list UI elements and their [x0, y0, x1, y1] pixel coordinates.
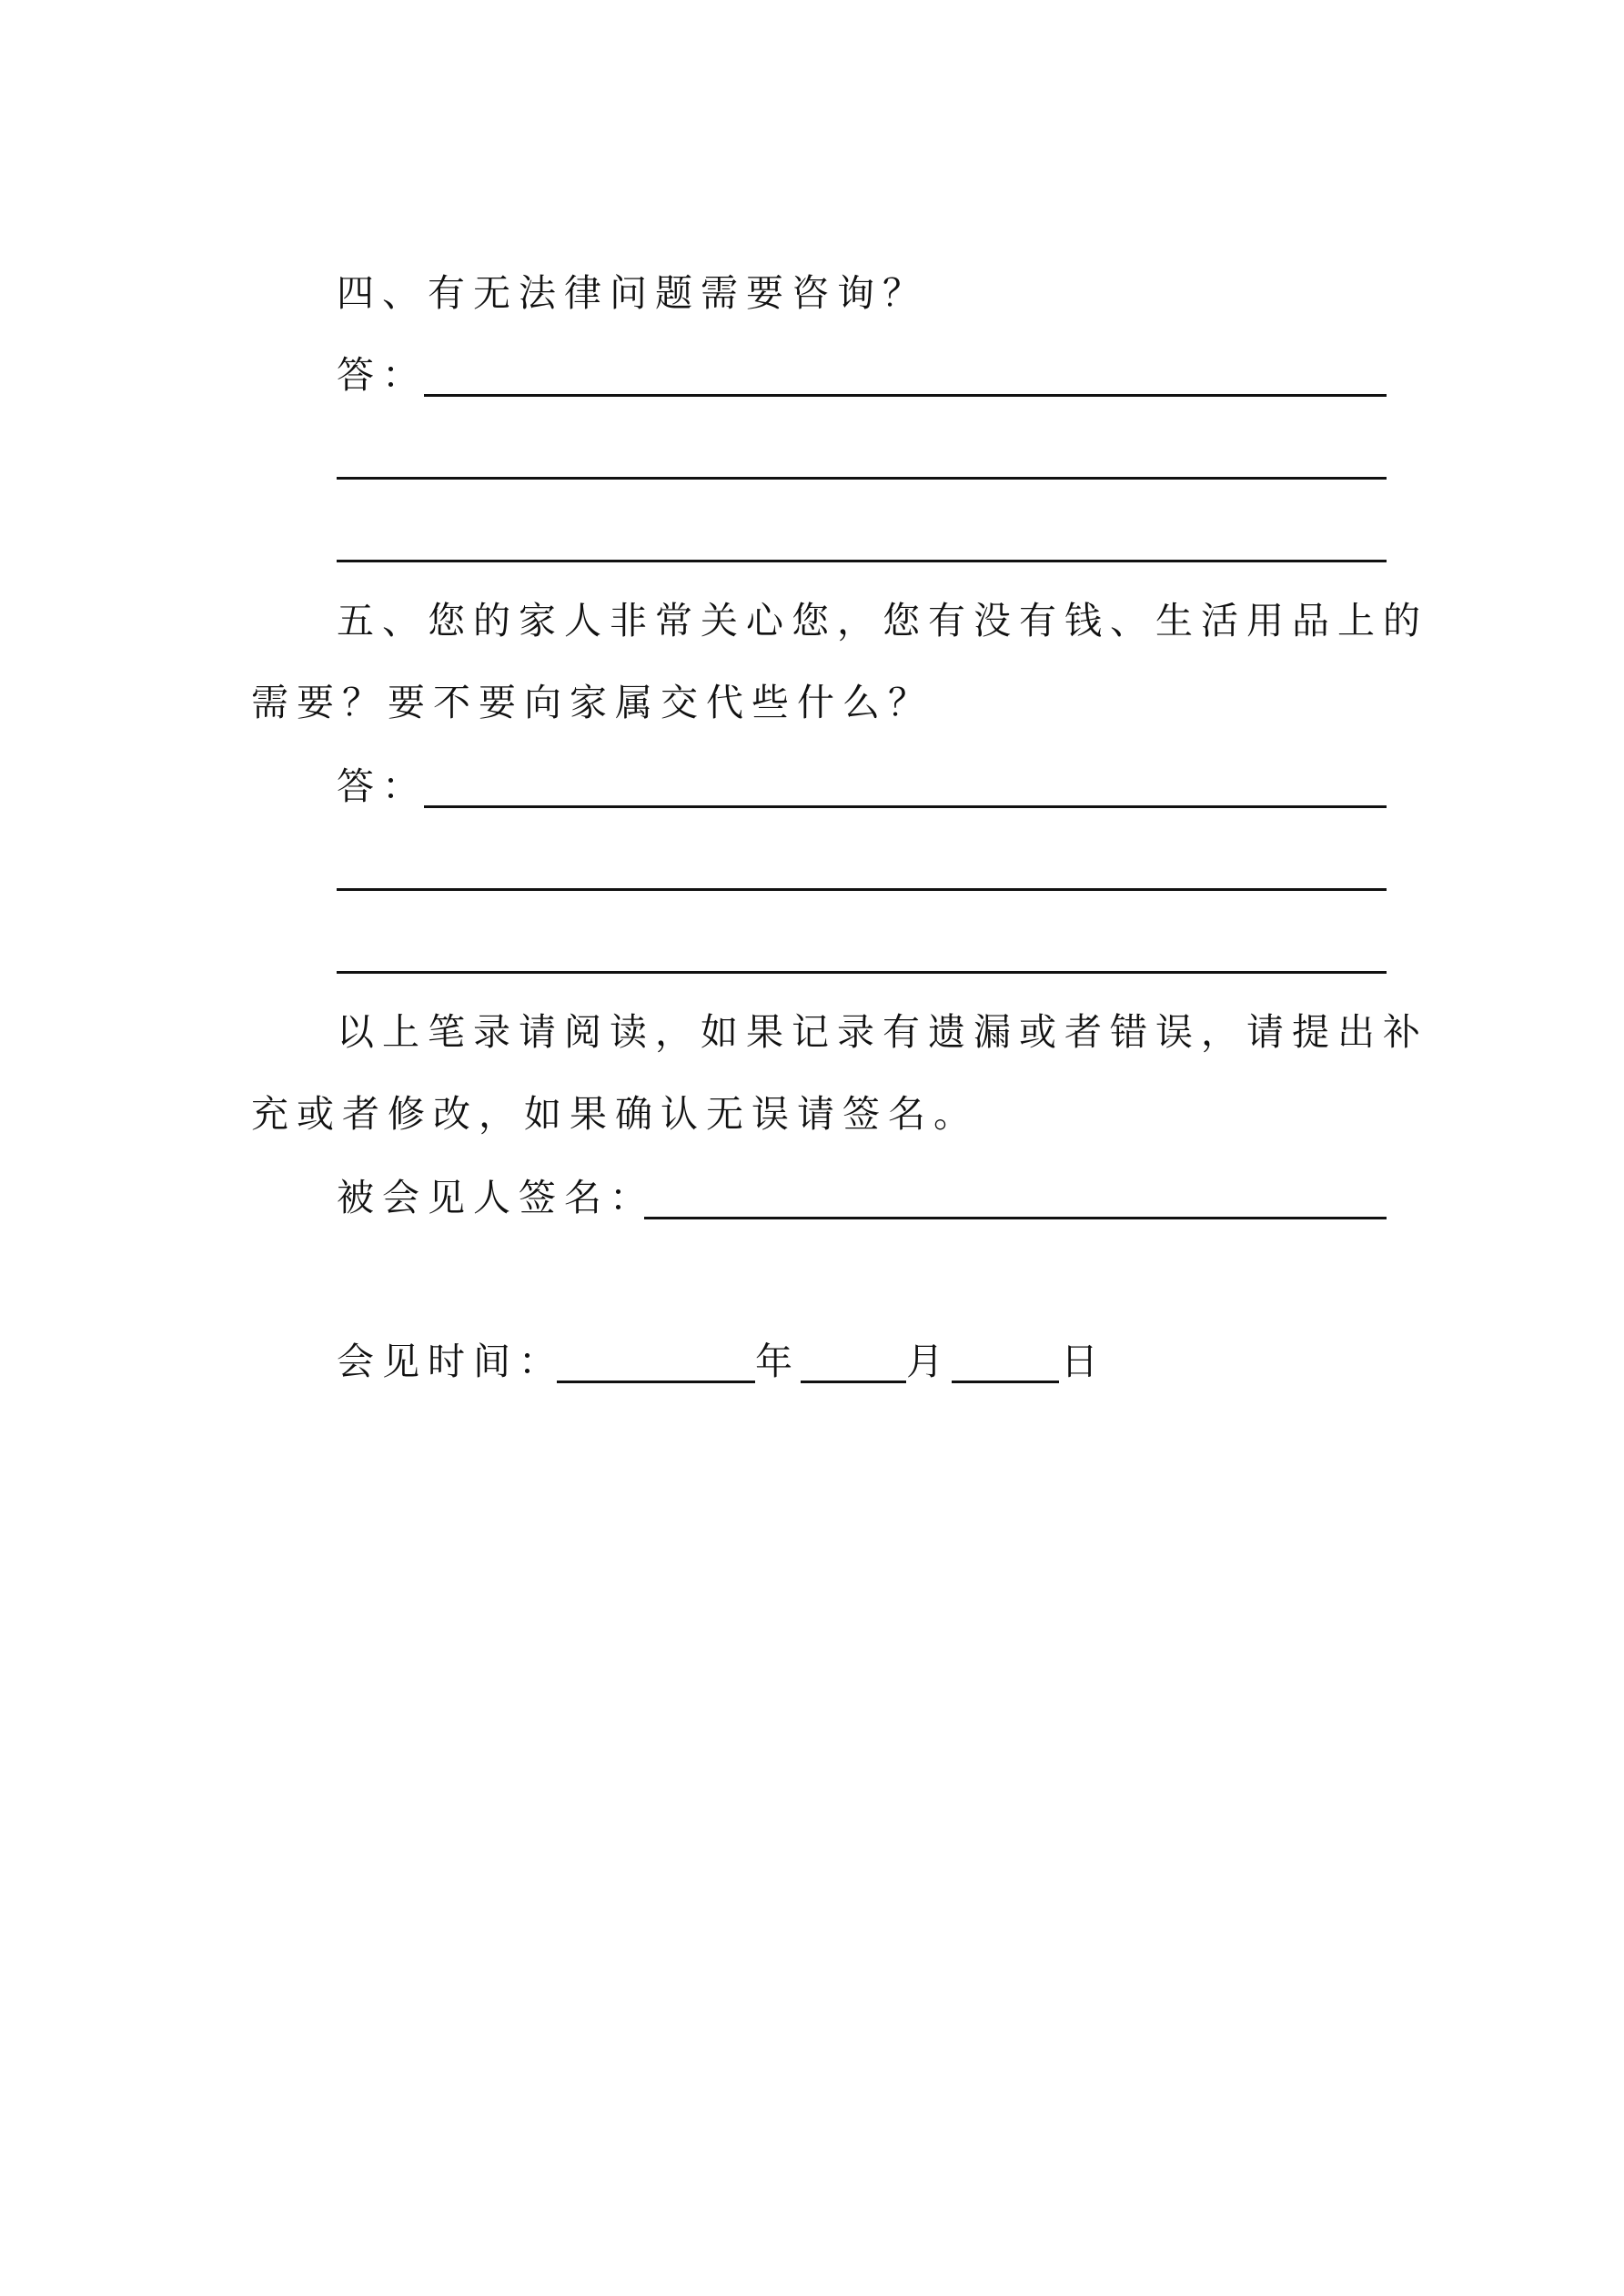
question-5-line-2: 需要？要不要向家属交代些什么？: [251, 681, 933, 724]
question-4: 四、有无法律问题需要咨询？: [337, 271, 928, 315]
meeting-year-label: 年: [755, 1340, 801, 1383]
answer-5-line-1[interactable]: [424, 805, 1387, 808]
closing-line-1: 以上笔录请阅读，如果记录有遗漏或者错误，请提出补: [337, 1010, 1428, 1054]
meeting-month-label: 月: [906, 1340, 952, 1383]
signature-label: 被会见人签名：: [337, 1176, 655, 1219]
answer-5-line-2[interactable]: [337, 888, 1387, 891]
answer-4-label: 答：: [337, 353, 428, 397]
answer-4-line-3[interactable]: [337, 560, 1387, 562]
meeting-month-line[interactable]: [801, 1381, 906, 1383]
meeting-day-label: 日: [1061, 1340, 1106, 1383]
answer-4-line-2[interactable]: [337, 477, 1387, 480]
answer-5-label: 答：: [337, 764, 428, 808]
meeting-time-label: 会见时间：: [337, 1340, 564, 1383]
question-5-line-1: 五、您的家人非常关心您，您有没有钱、生活用品上的: [337, 599, 1428, 642]
answer-4-line-1[interactable]: [424, 394, 1387, 397]
answer-5-line-3[interactable]: [337, 971, 1387, 974]
meeting-day-line[interactable]: [952, 1381, 1059, 1383]
signature-line[interactable]: [644, 1217, 1387, 1219]
closing-line-2: 充或者修改，如果确认无误请签名。: [251, 1092, 979, 1136]
meeting-year-line[interactable]: [557, 1381, 755, 1383]
